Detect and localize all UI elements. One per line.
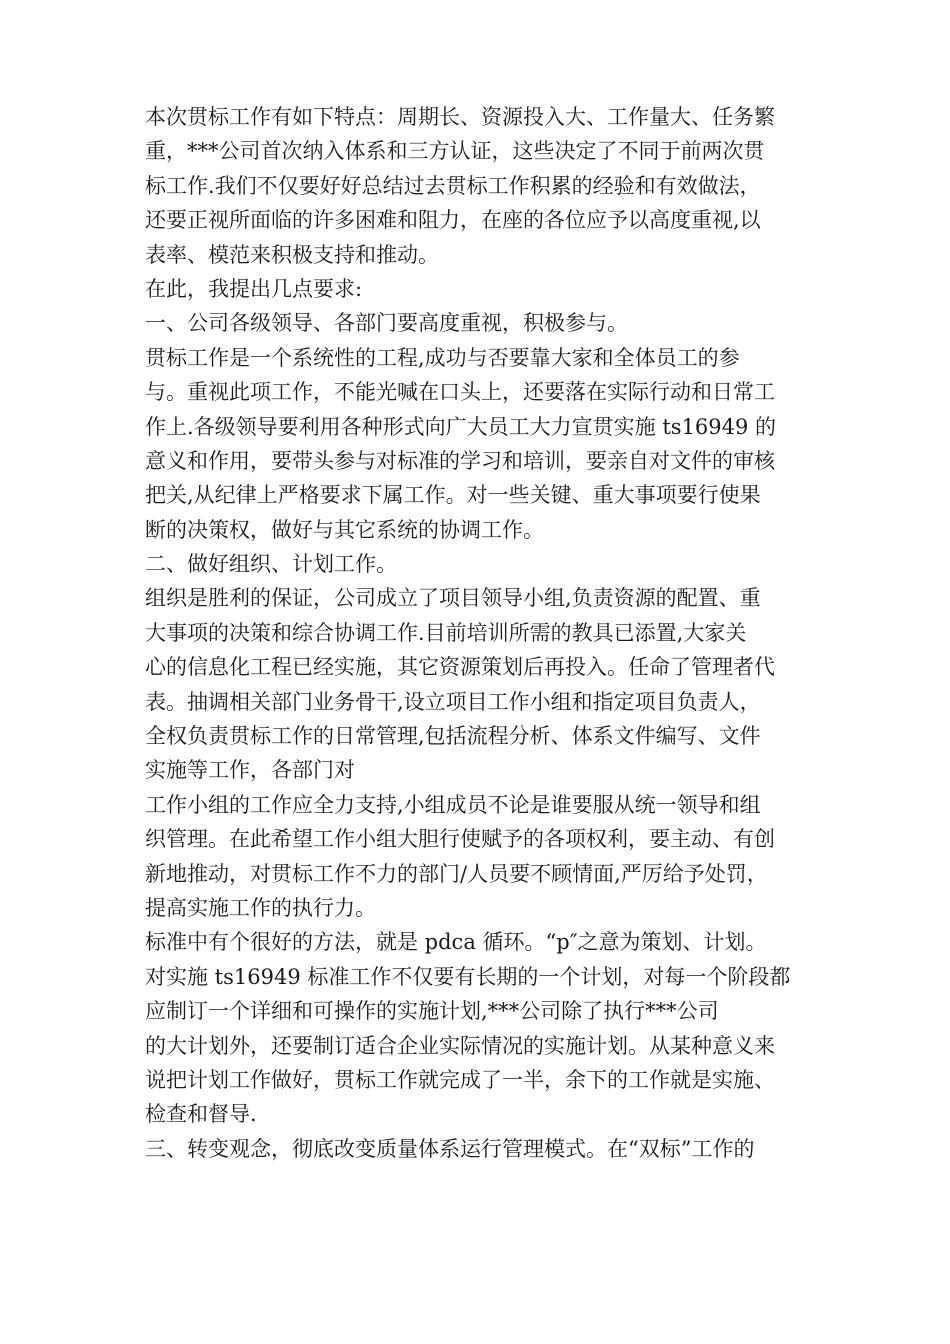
text-line-30: 检查和督导. (145, 1102, 257, 1127)
text-line-6: 在此，我提出几点要求: (145, 276, 363, 301)
text-line-29: 说把计划工作做好，贯标工作就完成了一半，余下的工作就是实施、 (145, 1067, 775, 1092)
text-line-26: 对实施 ts16949 标准工作不仅要有长期的一个计划，对每一个阶段都 (145, 964, 791, 989)
text-line-4: 还要正视所面临的许多困难和阻力，在座的各位应予以高度重视,以 (145, 208, 761, 233)
text-line-27: 应制订一个详细和可操作的实施计划,***公司除了执行***公司 (145, 999, 719, 1024)
text-line-16: 大事项的决策和综合协调工作.目前培训所需的教具已添置,大家关 (145, 620, 747, 645)
text-line-25: 标准中有个很好的方法，就是 pdca 循环。“p″之意为策划、计划。 (145, 930, 767, 955)
text-line-9: 与。重视此项工作，不能光喊在口头上，还要落在实际行动和日常工 (145, 380, 775, 405)
text-line-21: 工作小组的工作应全力支持,小组成员不论是谁要服从统一领导和组 (145, 792, 761, 817)
text-line-1: 本次贯标工作有如下特点：周期长、资源投入大、工作量大、任务繁 (145, 105, 775, 129)
text-line-17: 心的信息化工程已经实施，其它资源策划后再投入。任命了管理者代 (145, 655, 775, 680)
text-line-23: 新地推动，对贯标工作不力的部门/人员要不顾情面,严厉给予处罚， (145, 861, 768, 886)
text-line-19: 全权负责贯标工作的日常管理,包括流程分析、体系文件编写、文件 (145, 724, 761, 749)
text-line-10: 作上.各级领导要利用各种形式向广大员工大力宣贯实施 ts16949 的 (145, 414, 777, 439)
text-line-3: 标工作.我们不仅要好好总结过去贯标工作积累的经验和有效做法， (145, 173, 761, 198)
text-line-11: 意义和作用，要带头参与对标准的学习和培训，要亲自对文件的审核 (145, 448, 775, 473)
text-line-13: 断的决策权，做好与其它系统的协调工作。 (145, 517, 544, 542)
text-line-18: 表。抽调相关部门业务骨干,设立项目工作小组和指定项目负责人， (145, 689, 761, 714)
text-line-15: 组织是胜利的保证，公司成立了项目领导小组,负责资源的配置、重 (145, 586, 761, 611)
section-heading-3: 三、转变观念，彻底改变质量体系运行管理模式。在“双标”工作的 (145, 1136, 755, 1161)
document-body (145, 100, 835, 1166)
text-line-8: 贯标工作是一个系统性的工程,成功与否要靠大家和全体员工的参 (145, 345, 740, 370)
text-line-20: 实施等工作，各部门对 (145, 758, 355, 783)
section-heading-1: 一、公司各级领导、各部门要高度重视，积极参与。 (145, 311, 628, 336)
text-line-5: 表率、模范来积极支持和推动。 (145, 242, 439, 267)
text-line-12: 把关,从纪律上严格要求下属工作。对一些关键、重大事项要行使果 (145, 483, 761, 508)
text-line-24: 提高实施工作的执行力。 (145, 895, 376, 920)
section-heading-2: 二、做好组织、计划工作。 (145, 552, 397, 577)
text-line-2: 重，***公司首次纳入体系和三方认证，这些决定了不同于前两次贯 (145, 139, 765, 164)
text-line-28: 的大计划外，还要制订适合企业实际情况的实施计划。从某种意义来 (145, 1033, 775, 1058)
text-line-22: 织管理。在此希望工作小组大胆行使赋予的各项权利，要主动、有创 (145, 827, 775, 852)
